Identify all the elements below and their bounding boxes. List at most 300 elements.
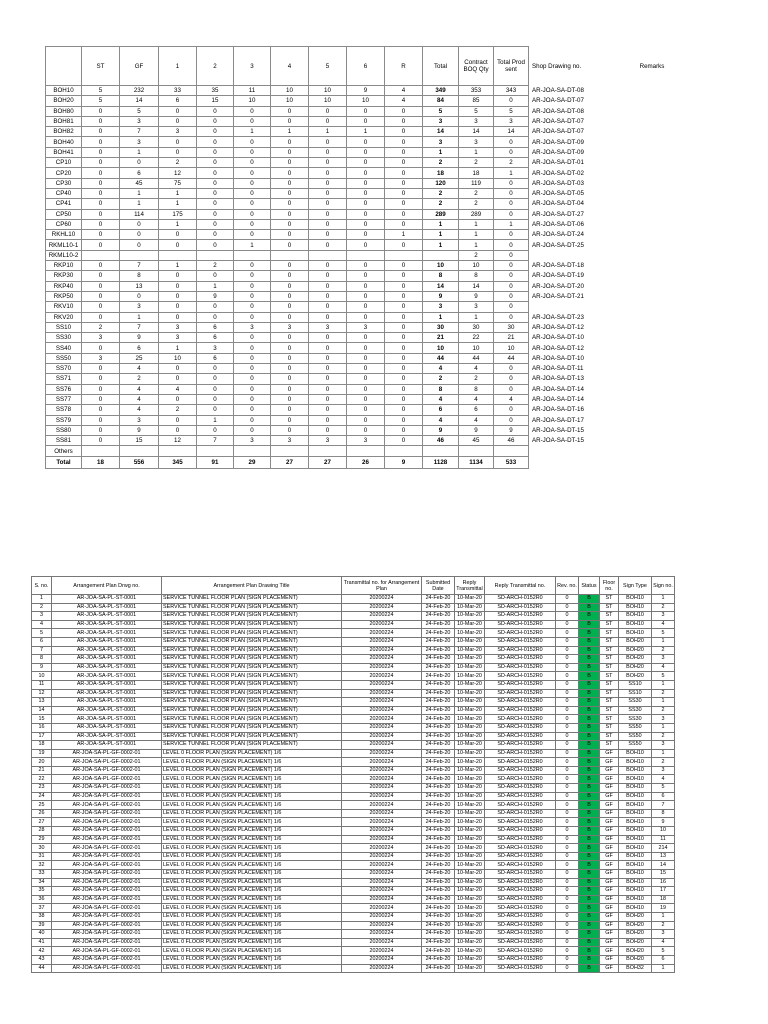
summary-cell: 0 [385,240,423,250]
arrangement-plan-title: LEVEL 0 FLOOR PLAN (SIGN PLACEMENT) 1/6 [162,749,342,758]
table-row [32,595,675,604]
summary-cell: 4 [494,394,529,404]
summary-cell: 0 [309,312,347,322]
summary-cell: 0 [385,374,423,384]
sign-type-label: CP20 [46,168,82,178]
summary-row [46,302,691,312]
transmittal-no: 20200224 [342,912,422,921]
reply-transmittal-date: 10-Mar-20 [455,809,485,818]
summary-cell: 0 [385,425,423,435]
reply-transmittal-no: SD-ARCH-0152R0 [485,835,556,844]
summary-cell: 0 [309,281,347,291]
summary-cell: 8 [459,384,494,394]
table-row [32,732,675,741]
row-total: 349 [423,86,459,96]
sign-type-label: RKP50 [46,291,82,301]
summary-cell: 0 [234,178,271,188]
reply-transmittal-date: 10-Mar-20 [455,895,485,904]
total-cell: 533 [494,456,529,468]
arrangement-plan-drawing-no: AR-JOA-SA-PL-GF-0002-01 [52,947,162,956]
summary-header-drawing: Shop Drawing no. [532,62,582,70]
summary-cell: 0 [82,281,120,291]
summary-cell: 6 [197,353,234,363]
summary-cell: 0 [271,147,309,157]
row-total: 4 [423,364,459,374]
arrangement-plan-drawing-no: AR-JOA-SA-PL-GF-0002-01 [52,775,162,784]
sign-type: BOH20 [619,646,652,655]
summary-header-cell: Total Prod sent [494,47,529,86]
table-row [32,964,675,973]
summary-cell: 1 [120,312,159,322]
summary-cell: 0 [309,261,347,271]
serial-no: 24 [32,792,52,801]
table-row [32,766,675,775]
table-row [32,741,675,750]
summary-cell: 5 [459,106,494,116]
shop-drawing-no: AR-JOA-SA-DT-21 [532,293,584,301]
shop-drawing-no [529,446,611,456]
summary-cell: 0 [309,137,347,147]
shop-drawing-no: AR-JOA-SA-DT-15 [532,437,584,445]
summary-cell: 0 [271,261,309,271]
sign-type: SS50 [619,741,652,750]
summary-cell: 0 [385,199,423,209]
summary-cell: 0 [234,271,271,281]
rev-no: 0 [556,912,579,921]
summary-cell: 0 [82,240,120,250]
row-total: 30 [423,322,459,332]
status-badge: B [579,827,600,836]
submitted-date: 24-Feb-20 [422,595,455,604]
arrangement-plan-drawing-no: AR-JOA-SA-PL-GF-0002-01 [52,930,162,939]
arrangement-plan-title: LEVEL 0 FLOOR PLAN (SIGN PLACEMENT) 1/6 [162,930,342,939]
floor-no: GF [600,895,619,904]
transmittal-no: 20200224 [342,672,422,681]
summary-cell: 343 [494,86,529,96]
sign-no: 6 [652,955,675,964]
summary-cell: 0 [234,209,271,219]
summary-cell: 0 [234,106,271,116]
summary-cell: 3 [120,137,159,147]
rev-no: 0 [556,672,579,681]
transmittal-no: 20200224 [342,646,422,655]
status-badge: B [579,646,600,655]
sign-type: BOH10 [619,827,652,836]
summary-cell: 0 [82,312,120,322]
reply-transmittal-no: SD-ARCH-0152R0 [485,715,556,724]
summary-cell: 0 [347,147,385,157]
submitted-date: 24-Feb-20 [422,904,455,913]
shop-drawing-no: AR-JOA-SA-DT-20 [532,282,584,290]
arrangement-plan-title: LEVEL 0 FLOOR PLAN (SIGN PLACEMENT) 1/6 [162,758,342,767]
summary-cell: 0 [271,271,309,281]
summary-row [46,425,691,435]
summary-cell: 3 [159,127,197,137]
summary-cell: 0 [271,302,309,312]
shop-drawing-no [529,302,611,312]
arrangement-plan-drawing-no: AR-JOA-SA-PL-GF-0002-01 [52,749,162,758]
sign-type-label: RKHL10 [46,230,82,240]
summary-cell: 0 [494,199,529,209]
summary-cell [159,250,197,260]
arrangement-plan-title: LEVEL 0 FLOOR PLAN (SIGN PLACEMENT) 1/6 [162,887,342,896]
table-row [32,749,675,758]
row-total [423,250,459,260]
serial-no: 36 [32,895,52,904]
summary-cell: 0 [234,394,271,404]
transmittal-no: 20200224 [342,852,422,861]
summary-cell: 3 [494,116,529,126]
row-total: 14 [423,281,459,291]
summary-row [46,343,691,353]
summary-cell [494,446,529,456]
floor-no: ST [600,629,619,638]
table-row [32,689,675,698]
summary-cell: 3 [82,333,120,343]
rev-no: 0 [556,801,579,810]
summary-total-row [46,456,691,468]
reply-transmittal-no: SD-ARCH-0152R0 [485,595,556,604]
shop-drawing-no: AR-JOA-SA-DT-24 [532,231,584,239]
status-badge: B [579,663,600,672]
summary-cell: 0 [309,364,347,374]
table-row [32,663,675,672]
submitted-date: 24-Feb-20 [422,646,455,655]
floor-no: ST [600,715,619,724]
table-row [32,887,675,896]
summary-cell: 7 [120,322,159,332]
summary-cell: 0 [271,281,309,291]
arrangement-plan-title: LEVEL 0 FLOOR PLAN (SIGN PLACEMENT) 1/6 [162,818,342,827]
summary-cell: 10 [159,353,197,363]
sign-type: BOH10 [619,629,652,638]
summary-cell: 0 [197,240,234,250]
shop-drawing-no: AR-JOA-SA-DT-16 [532,406,584,414]
summary-cell: 0 [120,240,159,250]
serial-no: 43 [32,955,52,964]
arrangement-plan-drawing-no: AR-JOA-SA-PL-GF-0002-01 [52,878,162,887]
arrangement-plan-title: SERVICE TUNNEL FLOOR PLAN (SIGN PLACEMENT) [162,595,342,604]
summary-cell: 5 [82,96,120,106]
sign-type-label: SS30 [46,333,82,343]
summary-cell: 0 [385,364,423,374]
summary-row [46,106,691,116]
submitted-date: 24-Feb-20 [422,895,455,904]
summary-cell: 0 [82,178,120,188]
arrangement-plan-drawing-no: AR-JOA-SA-PL-ST-0001 [52,723,162,732]
sign-no: 16 [652,878,675,887]
serial-no: 5 [32,629,52,638]
summary-cell: 7 [197,436,234,446]
row-total: 1 [423,147,459,157]
serial-no: 12 [32,689,52,698]
floor-no: GF [600,844,619,853]
status-badge: B [579,930,600,939]
reply-transmittal-date: 10-Mar-20 [455,603,485,612]
arrangement-plan-drawing-no: AR-JOA-SA-PL-ST-0001 [52,663,162,672]
summary-cell: 44 [494,353,529,363]
floor-no: ST [600,646,619,655]
sign-type: BOH10 [619,784,652,793]
summary-cell: 6 [120,168,159,178]
summary-cell: 0 [494,240,529,250]
sign-no: 2 [652,646,675,655]
summary-cell: 0 [385,436,423,446]
summary-cell: 0 [309,405,347,415]
status-badge: B [579,698,600,707]
sign-type: BOH10 [619,801,652,810]
total-cell: 1128 [423,456,459,468]
reply-transmittal-no: SD-ARCH-0152R0 [485,895,556,904]
summary-row [46,364,691,374]
status-badge: B [579,792,600,801]
sign-type: BOH10 [619,870,652,879]
summary-cell: 0 [309,415,347,425]
summary-cell: 0 [385,116,423,126]
rev-no: 0 [556,766,579,775]
summary-cell: 10 [494,343,529,353]
serial-no: 26 [32,809,52,818]
row-total: 9 [423,425,459,435]
summary-row [46,374,691,384]
summary-cell: 0 [347,188,385,198]
arrangement-plan-drawing-no: AR-JOA-SA-PL-GF-0002-01 [52,912,162,921]
transmittal-no: 20200224 [342,775,422,784]
summary-cell: 12 [159,168,197,178]
floor-no: ST [600,672,619,681]
summary-cell: 2 [459,188,494,198]
summary-cell: 0 [347,199,385,209]
shop-drawing-no: AR-JOA-SA-DT-06 [532,221,584,228]
arrangement-plan-title: LEVEL 0 FLOOR PLAN (SIGN PLACEMENT) 1/6 [162,921,342,930]
sign-no: 2 [652,603,675,612]
summary-cell: 0 [309,168,347,178]
arrangement-plan-drawing-no: AR-JOA-SA-PL-ST-0001 [52,655,162,664]
status-badge: B [579,861,600,870]
sign-type-label: CP41 [46,199,82,209]
serial-no: 21 [32,766,52,775]
shop-drawing-no: AR-JOA-SA-DT-15 [532,426,584,434]
summary-cell: 0 [309,116,347,126]
table-row [32,629,675,638]
arrangement-plan-title: SERVICE TUNNEL FLOOR PLAN (SIGN PLACEMENT) [162,672,342,681]
summary-cell: 0 [385,384,423,394]
reply-transmittal-date: 10-Mar-20 [455,930,485,939]
summary-cell: 0 [197,168,234,178]
sign-no: 4 [652,663,675,672]
serial-no: 30 [32,844,52,853]
reply-transmittal-no: SD-ARCH-0152R0 [485,706,556,715]
summary-cell: 0 [234,415,271,425]
reply-transmittal-date: 10-Mar-20 [455,732,485,741]
summary-cell: 4 [120,384,159,394]
serial-no: 11 [32,680,52,689]
serial-no: 33 [32,870,52,879]
summary-cell: 0 [197,312,234,322]
sign-list-header-cell: Transmittal no. for Arrangement Plan [342,577,422,595]
summary-cell: 10 [234,96,271,106]
summary-row [46,147,691,157]
arrangement-plan-title: SERVICE TUNNEL FLOOR PLAN (SIGN PLACEMENT) [162,680,342,689]
total-cell: 9 [385,456,423,468]
reply-transmittal-date: 10-Mar-20 [455,947,485,956]
transmittal-no: 20200224 [342,809,422,818]
arrangement-plan-drawing-no: AR-JOA-SA-PL-GF-0002-01 [52,809,162,818]
transmittal-no: 20200224 [342,595,422,604]
summary-cell: 0 [494,178,529,188]
summary-cell: 0 [309,333,347,343]
summary-cell: 1 [385,230,423,240]
summary-cell: 0 [385,137,423,147]
transmittal-no: 20200224 [342,947,422,956]
summary-cell: 0 [271,178,309,188]
summary-cell: 0 [82,127,120,137]
summary-cell: 1 [494,219,529,229]
summary-cell: 14 [459,127,494,137]
total-cell: 18 [82,456,120,468]
shop-drawing-no: AR-JOA-SA-DT-25 [532,241,584,249]
summary-row [46,188,691,198]
sign-list-header-cell: S. no. [32,577,52,595]
floor-no: ST [600,603,619,612]
reply-transmittal-no: SD-ARCH-0152R0 [485,749,556,758]
summary-cell: 0 [82,261,120,271]
summary-cell: 0 [385,281,423,291]
sign-type-label: RKP10 [46,261,82,271]
shop-drawing-no: AR-JOA-SA-DT-07 [532,118,584,126]
arrangement-plan-drawing-no: AR-JOA-SA-PL-ST-0001 [52,698,162,707]
sign-type-label: SS79 [46,415,82,425]
arrangement-plan-title: LEVEL 0 FLOOR PLAN (SIGN PLACEMENT) 1/6 [162,775,342,784]
summary-cell: 0 [82,291,120,301]
summary-cell: 4 [385,86,423,96]
shop-drawing-no: AR-JOA-SA-DT-11 [532,365,584,373]
submitted-date: 24-Feb-20 [422,801,455,810]
summary-cell: 1 [459,147,494,157]
summary-cell: 0 [309,425,347,435]
reply-transmittal-date: 10-Mar-20 [455,904,485,913]
sign-list-header-cell: Reply Transmittal [455,577,485,595]
sign-type: SS50 [619,732,652,741]
summary-cell: 0 [197,106,234,116]
summary-cell: 0 [494,281,529,291]
rev-no: 0 [556,629,579,638]
serial-no: 40 [32,930,52,939]
summary-cell: 6 [197,333,234,343]
summary-cell [234,250,271,260]
transmittal-no: 20200224 [342,637,422,646]
sign-type-label: CP30 [46,178,82,188]
submitted-date: 24-Feb-20 [422,629,455,638]
summary-header-remarks: Remarks [639,62,665,70]
summary-cell: 0 [385,405,423,415]
summary-cell: 10 [309,96,347,106]
table-row [32,930,675,939]
sign-list-header-cell: Sign Type [619,577,652,595]
serial-no: 37 [32,904,52,913]
summary-cell: 0 [234,219,271,229]
summary-cell: 0 [385,343,423,353]
transmittal-no: 20200224 [342,698,422,707]
summary-cell: 0 [234,168,271,178]
arrangement-plan-drawing-no: AR-JOA-SA-PL-GF-0002-01 [52,801,162,810]
rev-no: 0 [556,921,579,930]
reply-transmittal-date: 10-Mar-20 [455,938,485,947]
serial-no: 42 [32,947,52,956]
row-total: 289 [423,209,459,219]
summary-cell: 0 [234,199,271,209]
summary-cell: 3 [159,333,197,343]
summary-cell: 0 [159,291,197,301]
arrangement-plan-drawing-no: AR-JOA-SA-PL-ST-0001 [52,732,162,741]
summary-cell: 0 [347,116,385,126]
table-row [32,655,675,664]
summary-cell: 5 [120,106,159,116]
summary-cell: 0 [385,291,423,301]
sign-no: 4 [652,938,675,947]
summary-cell: 0 [234,353,271,363]
transmittal-no: 20200224 [342,732,422,741]
reply-transmittal-no: SD-ARCH-0152R0 [485,921,556,930]
arrangement-plan-title: LEVEL 0 FLOOR PLAN (SIGN PLACEMENT) 1/6 [162,955,342,964]
rev-no: 0 [556,895,579,904]
summary-cell: 12 [159,436,197,446]
reply-transmittal-no: SD-ARCH-0152R0 [485,887,556,896]
shop-drawing-no: AR-JOA-SA-DT-27 [532,210,584,218]
arrangement-plan-drawing-no: AR-JOA-SA-PL-ST-0001 [52,646,162,655]
sign-no: 2 [652,732,675,741]
summary-cell: 0 [494,271,529,281]
table-row [32,680,675,689]
rev-no: 0 [556,758,579,767]
summary-cell: 0 [309,302,347,312]
summary-cell: 0 [197,374,234,384]
summary-cell: 0 [159,116,197,126]
transmittal-no: 20200224 [342,844,422,853]
summary-cell: 0 [197,384,234,394]
shop-drawing-no: AR-JOA-SA-DT-12 [532,323,584,331]
floor-no: GF [600,827,619,836]
floor-no: ST [600,620,619,629]
reply-transmittal-date: 10-Mar-20 [455,629,485,638]
row-total: 18 [423,168,459,178]
arrangement-plan-title: SERVICE TUNNEL FLOOR PLAN (SIGN PLACEMENT) [162,646,342,655]
summary-cell: 0 [197,209,234,219]
summary-cell: 0 [271,343,309,353]
sign-no: 1 [652,680,675,689]
summary-cell: 0 [159,415,197,425]
summary-row [46,137,691,147]
reply-transmittal-date: 10-Mar-20 [455,818,485,827]
summary-cell: 9 [120,425,159,435]
status-badge: B [579,809,600,818]
summary-cell: 3 [459,137,494,147]
transmittal-no: 20200224 [342,629,422,638]
reply-transmittal-date: 10-Mar-20 [455,844,485,853]
summary-table [45,46,691,469]
summary-row [46,436,691,446]
arrangement-plan-drawing-no: AR-JOA-SA-PL-ST-0001 [52,637,162,646]
table-row [32,792,675,801]
serial-no: 19 [32,749,52,758]
serial-no: 44 [32,964,52,973]
status-badge: B [579,870,600,879]
reply-transmittal-no: SD-ARCH-0152R0 [485,612,556,621]
submitted-date: 24-Feb-20 [422,655,455,664]
arrangement-plan-drawing-no: AR-JOA-SA-PL-GF-0002-01 [52,784,162,793]
floor-no: ST [600,680,619,689]
summary-cell: 0 [120,291,159,301]
